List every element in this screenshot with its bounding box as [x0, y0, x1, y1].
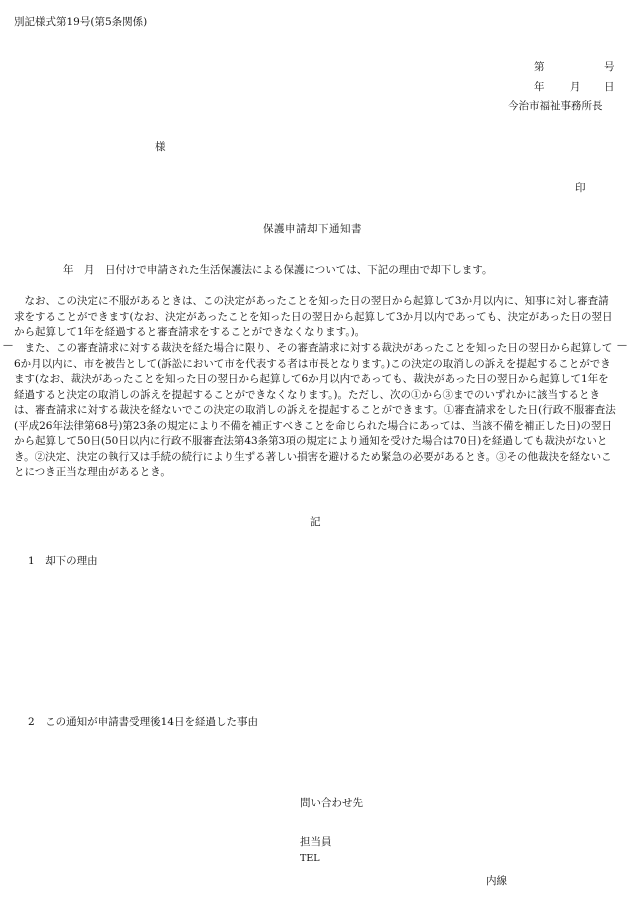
- ki-label: 記: [310, 516, 321, 528]
- issuer: 今治市福祉事務所長: [508, 100, 603, 112]
- item-2-number: 2: [28, 716, 35, 728]
- date-year: 年: [534, 81, 545, 93]
- item-1-label: 却下の理由: [45, 555, 98, 567]
- doc-number-prefix: 第: [534, 61, 545, 73]
- intro-text: 年 月 日付けで申請された生活保護法による保護については、下記の理由で却下します。: [63, 264, 493, 276]
- item-1-number: 1: [28, 555, 35, 567]
- item-2-label: この通知が申請書受理後14日を経過した事由: [45, 716, 259, 728]
- addressee-honorific: 様: [155, 141, 166, 153]
- margin-mark-right: —: [617, 340, 627, 351]
- notice-paragraph-2: また、この審査請求に対する裁決を経た場合に限り、その審査請求に対する裁決があったことを知った日の翌日から起算して6か月以内に、市を被告として(訴訟において市を代表する者は市長となります。)この決定の取消しの訴えを提起することができます(なお、裁決があったことを知った日の翌日から起算して6か月以内であっても、裁決があった日の翌日から起算して1年を経過すると決定の取消しの訴えを提起することができなくなります。)。ただし、次の①から③までのいずれかに該当するときは、審査請求に対する裁決を経ないでこの決定の取消しの訴えを提起することができます。①審査請求をした日(行政不服審査法(平成26年法律第68号)第23条の規定により不備を補正すべきことを命じられた場合にあっては、当該不備を補正した日)の翌日から起算して50日(50日以内に行政不服審査法第43条第3項の規定により通知を受けた場合は70日)を経過しても裁決がないとき。②決定、決定の執行又は手続の続行により生ずる著しい損害を避けるため緊急の必要があるとき。③その他裁決を経ないことにつき正当な理由があるとき。: [14, 342, 616, 478]
- contact-extension-label: 内線: [486, 875, 507, 887]
- document-title: 保護申請却下通知書: [263, 223, 362, 235]
- contact-heading: 問い合わせ先: [300, 797, 363, 809]
- date-day: 日: [604, 81, 615, 93]
- margin-mark-left: —: [3, 340, 13, 351]
- item-1: [28, 553, 98, 568]
- form-label: 別記様式第19号(第5条関係): [14, 16, 148, 28]
- contact-person-label: 担当員: [300, 836, 332, 848]
- date-month: 月: [570, 81, 581, 93]
- contact-tel-label: TEL: [300, 853, 320, 864]
- doc-number-suffix: 号: [604, 61, 615, 73]
- item-2: [28, 714, 258, 729]
- seal-label: 印: [575, 182, 586, 194]
- notice-paragraph-1: なお、この決定に不服があるときは、この決定があったことを知った日の翌日から起算して3か月以内に、知事に対し審査請求をすることができます(なお、決定があったことを知った日の翌日から起算して3か月以内であっても、決定があった日の翌日から起算して1年を経過すると審査請求をすることができなくなります。)。: [14, 295, 613, 338]
